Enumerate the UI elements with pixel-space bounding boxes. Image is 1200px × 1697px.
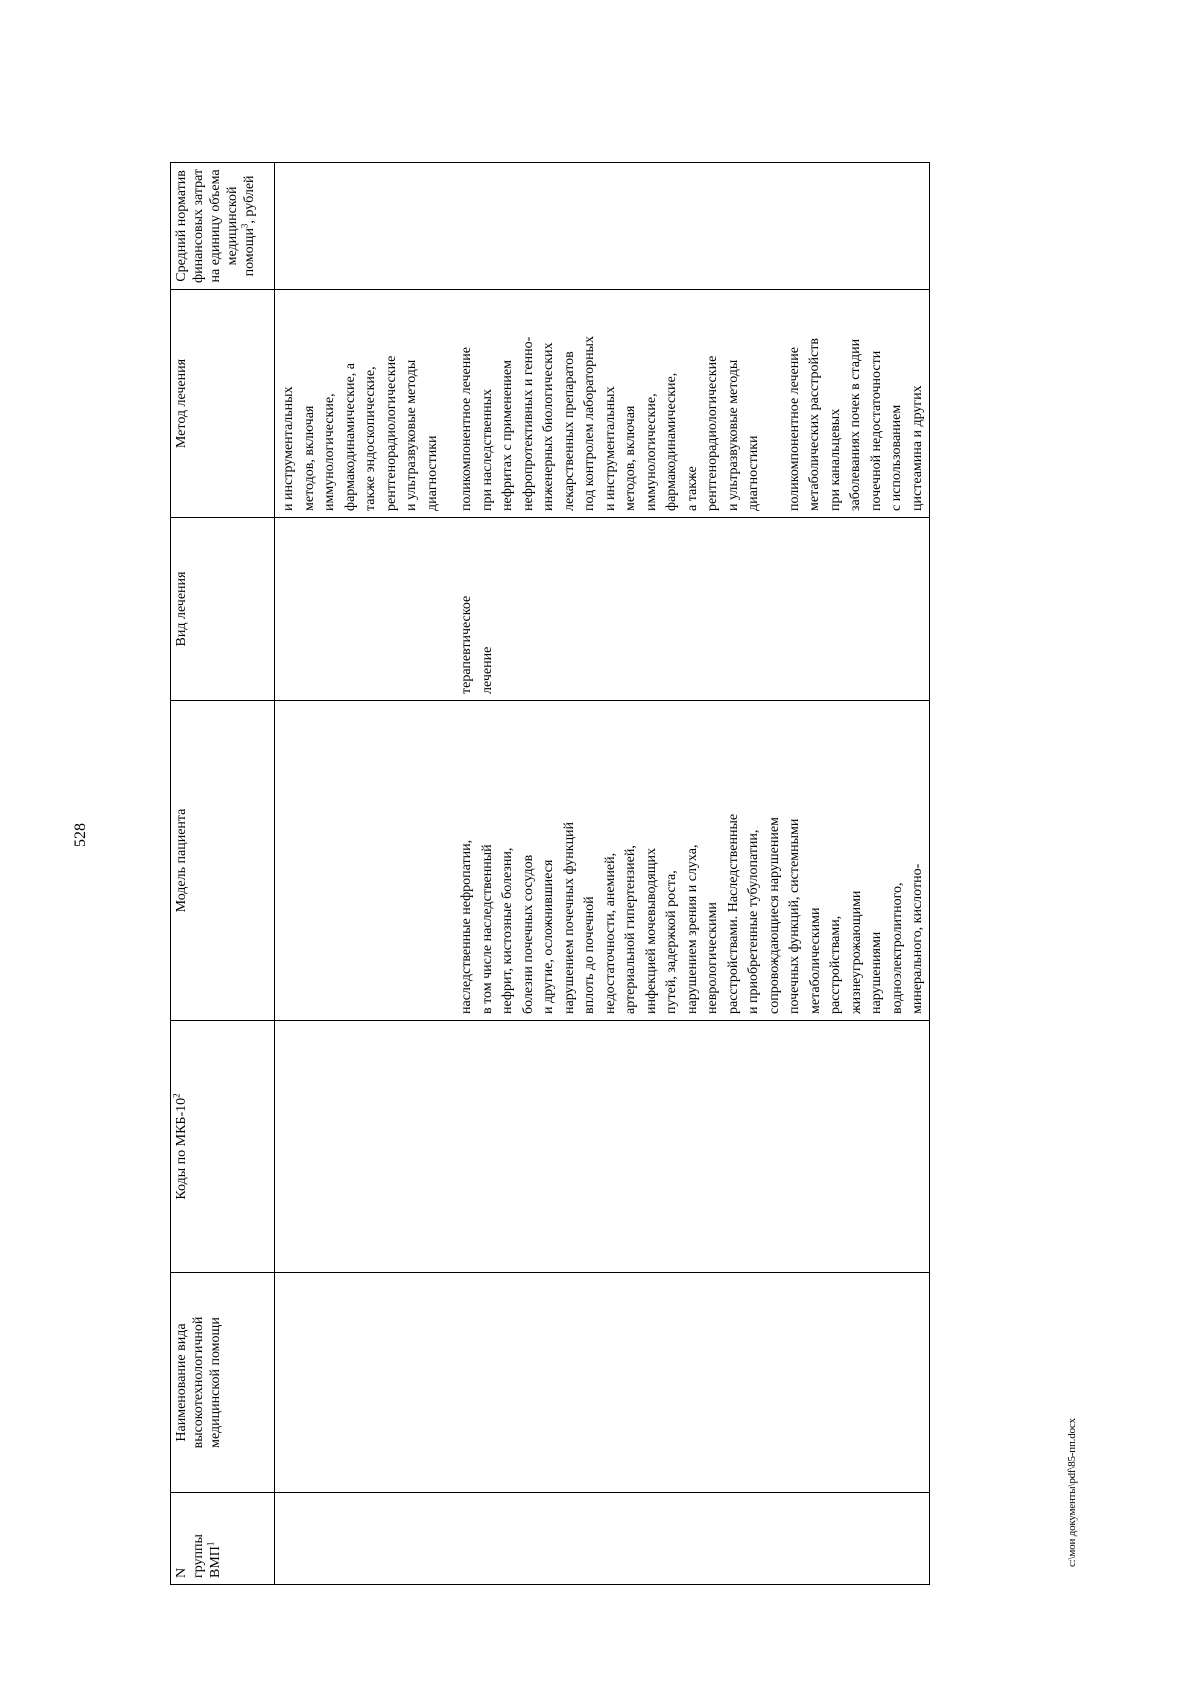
cell-treatment-kind xyxy=(275,518,444,701)
file-path-footer: c:\мои документы\pdf\85-пп.docx xyxy=(1066,1418,1078,1567)
header-care-name: Наименование вида высокотехнологичной медицинской помощи xyxy=(171,1273,275,1493)
header-group-number: N группы ВМП$^1$ xyxy=(171,1493,275,1585)
cell-treatment-method: поликомпонентное лечение при наследственных нефритах с применением нефропротективных и генно- инженерных биологических лекарственных препаратов под контролем лабораторных и инструментальных методов, включая иммунологические, фармакодинамические, а также рентгенорадиологические и ультразвуковые методы диагностики поликомпонентное лечение метаболических расстройств при канальцевых заболеваниях почек в стадии почечной недостаточности с использованием цистеамина и других xyxy=(443,290,929,518)
header-treatment-kind: Вид лечения xyxy=(171,518,275,701)
page-number: 528 xyxy=(72,823,89,847)
cell-average-cost xyxy=(443,162,929,289)
cell-group-number xyxy=(275,1493,444,1585)
cell-care-name xyxy=(443,1273,929,1493)
vmp-table xyxy=(170,162,930,1585)
table-header-row xyxy=(171,162,275,1584)
table-row xyxy=(443,162,929,1584)
cell-average-cost xyxy=(275,162,444,289)
header-average-cost: Средний норматив финансовых затрат на единицу объема медицинской помощи$^3$, рублей xyxy=(171,162,275,289)
cell-icd-codes xyxy=(443,1021,929,1273)
cell-patient-model: наследственные нефропатии, в том числе наследственный нефрит, кистозные болезни, болезни почечных сосудов и другие, осложнившиеся нарушением почечных функций вплоть до почечной недостаточности, анемией, артериальной гипертензией, инфекцией мочевыводящих путей, задержкой роста, нарушением зрения и слуха, неврологическими расстройствами. Наследственные и приобретенные тубулопатии, сопровождающиеся нарушением почечных функций, системными метаболическими расстройствами, жизнеугрожающими нарушениями водноэлектролитного, минерального, кислотно- xyxy=(443,701,929,1021)
cell-group-number xyxy=(443,1493,929,1585)
table-row xyxy=(275,162,444,1584)
cell-treatment-kind: терапевтическое лечение xyxy=(443,518,929,701)
cell-patient-model xyxy=(275,701,444,1021)
cell-icd-codes xyxy=(275,1021,444,1273)
header-treatment-method: Метод лечения xyxy=(171,290,275,518)
header-patient-model: Модель пациента xyxy=(171,701,275,1021)
cell-care-name xyxy=(275,1273,444,1493)
header-icd-codes: Коды по МКБ-$10^2$ xyxy=(171,1021,275,1273)
cell-treatment-method: и инструментальных методов, включая иммунологические, фармакодинамические, а также эндоскопические, рентгенорадиологические и ультразвуковые методы диагностики xyxy=(275,290,444,518)
